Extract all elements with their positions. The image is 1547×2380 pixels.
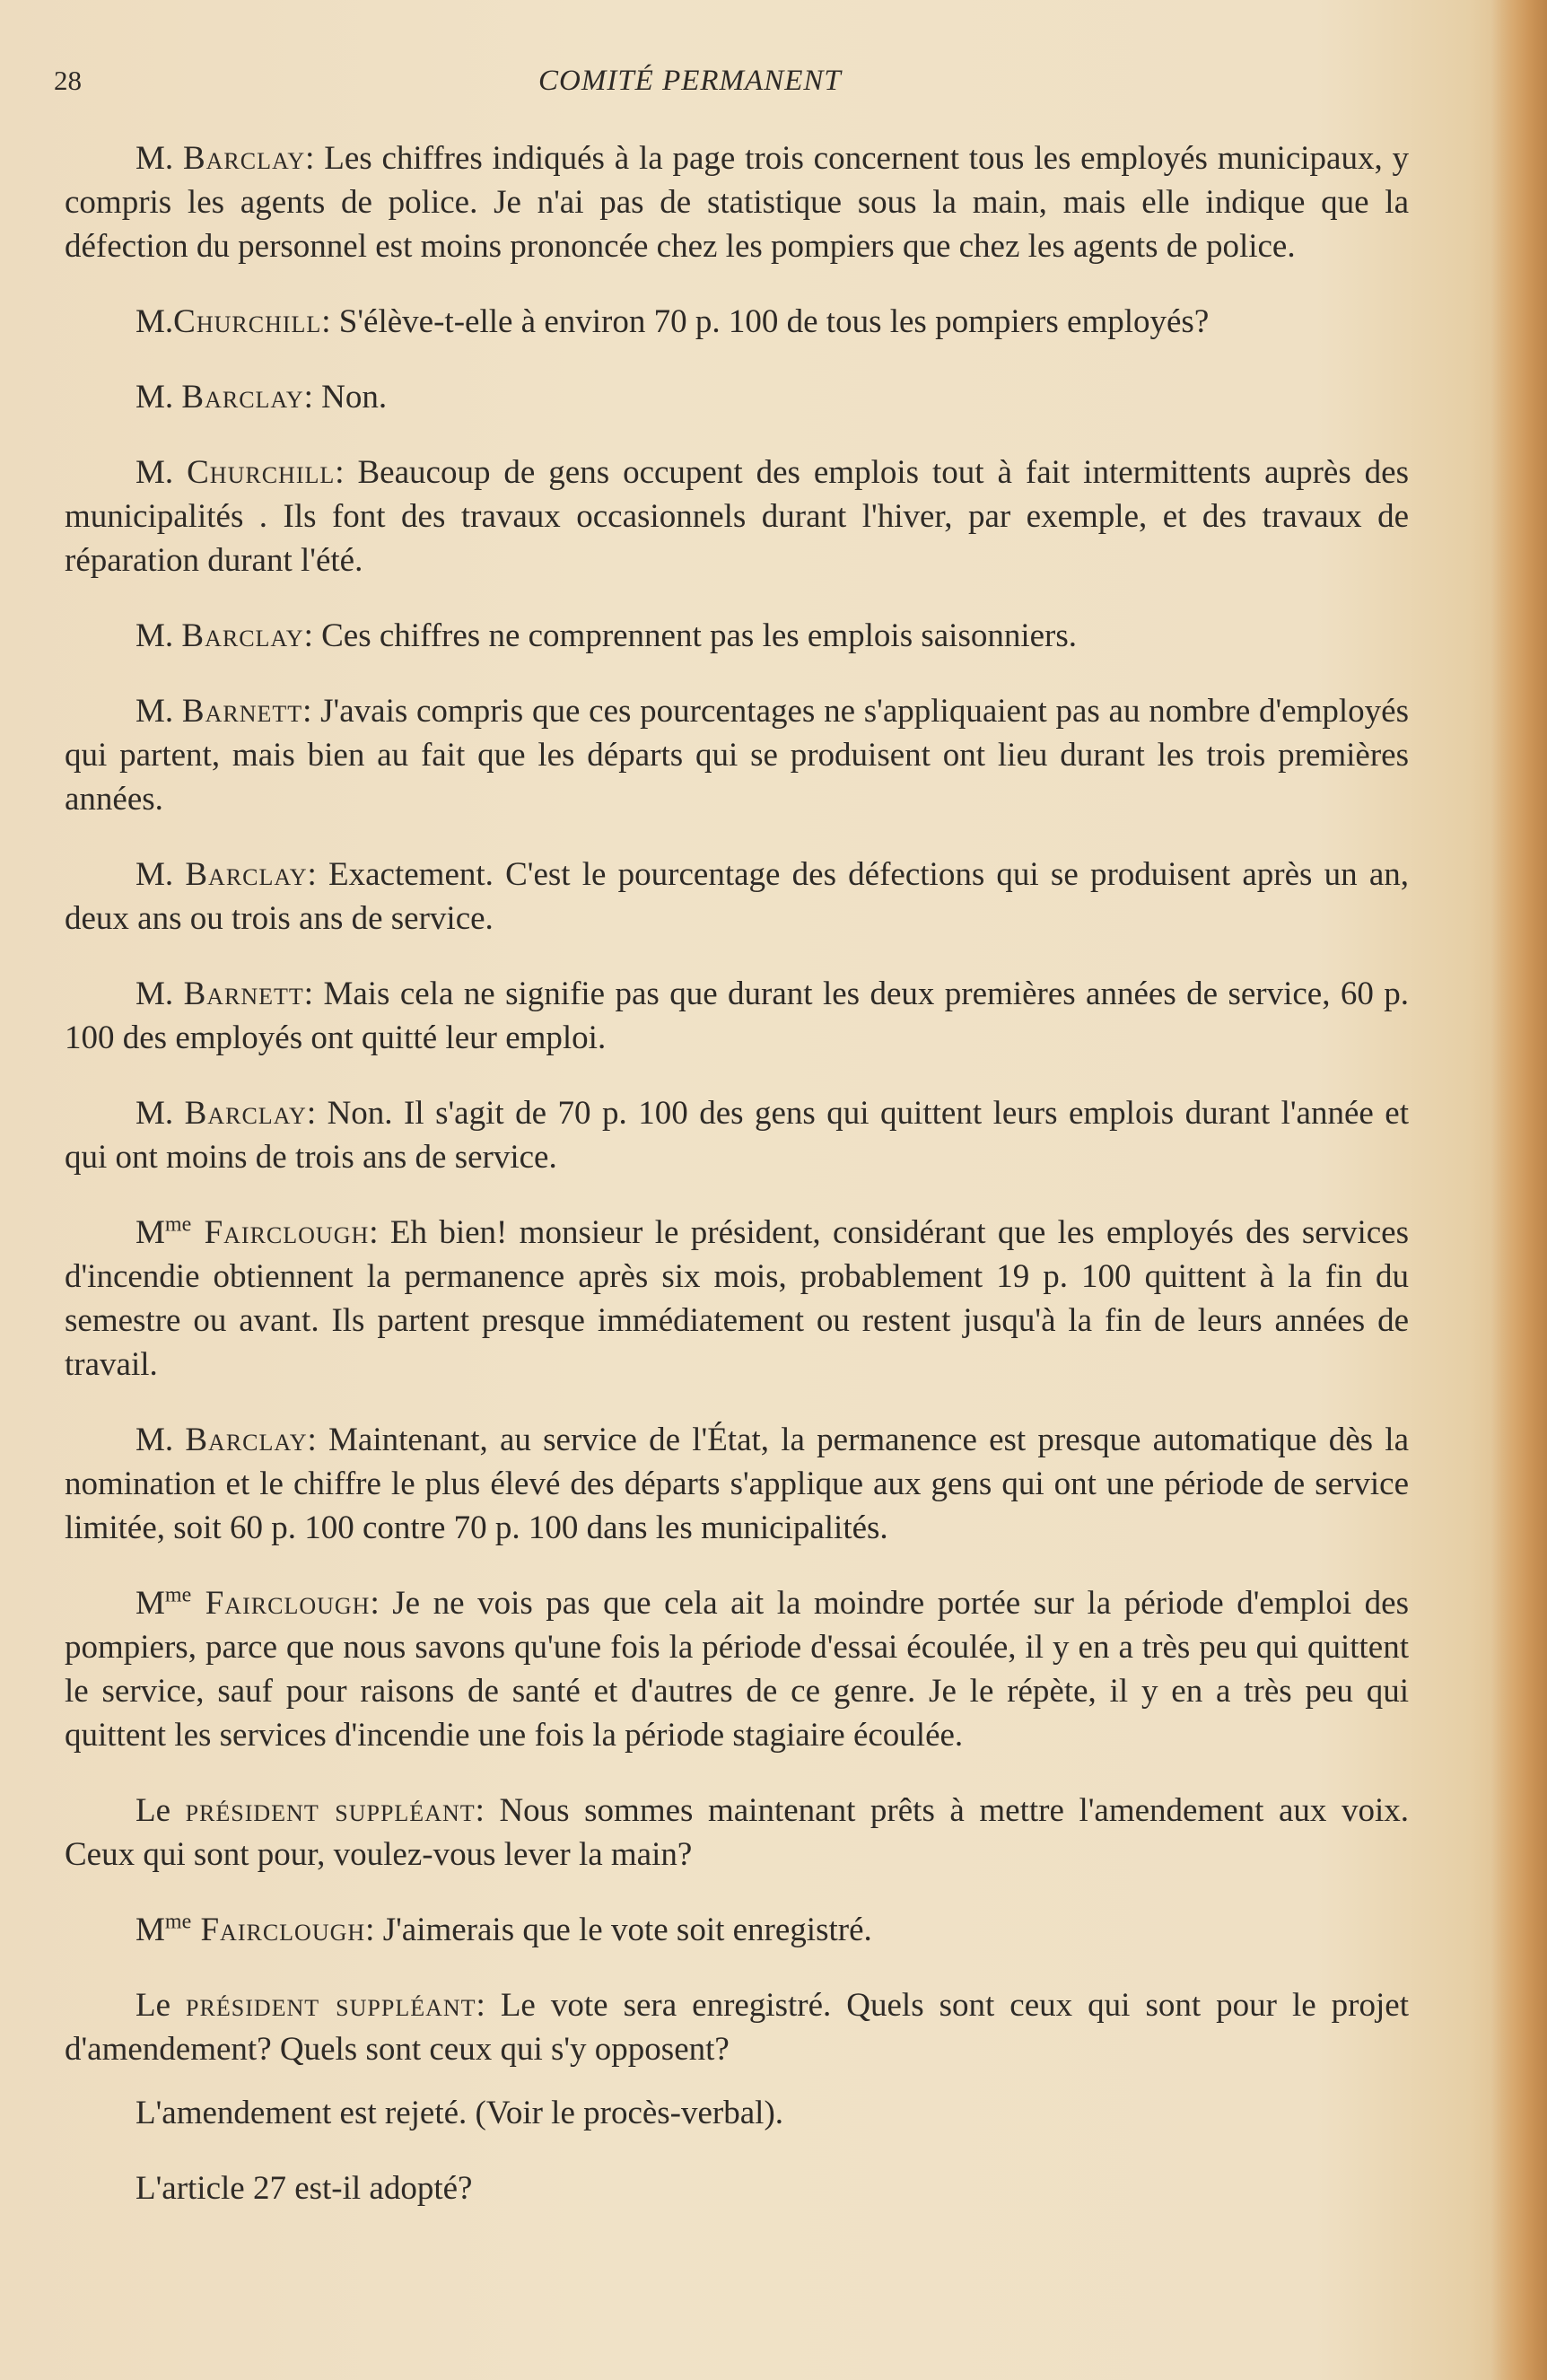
paragraph-7 [65,853,1409,941]
paragraph-14 [65,1908,1409,1952]
speaker-name: président suppléant [185,1792,476,1829]
paragraph-13 [65,1789,1409,1877]
speaker-name: Barclay [184,1095,307,1132]
speaker-title-superscript: me [164,1910,192,1934]
paragraph-16 [65,2091,1409,2135]
paragraph-text: : Le vote sera enregistré. Quels sont ceux qui sont pour le projet d'amendement? Quels sont ceux qui s'y opposent? [65,1987,1409,2068]
paragraph-3 [65,375,1409,419]
running-title: COMITÉ PERMANENT [538,65,842,97]
paragraph-text: : Nous sommes maintenant prêts à mettre l'amendement aux voix. Ceux qui sont pour, voulez-vous lever la main? [65,1792,1409,1873]
speaker-name: Fairclough [191,1912,366,1948]
speaker-name: président suppléant [186,1987,476,2024]
paragraph-6 [65,689,1409,821]
speaker-prefix: M. [135,379,182,416]
speaker-name: Barclay [181,617,304,654]
speaker-prefix: Le [135,1792,186,1829]
paragraph-text: : Exactement. C'est le pourcentage des défections qui se produisent après un an, deux ans ou trois ans de service. [65,856,1409,937]
paragraph-9 [65,1091,1409,1179]
speaker-prefix: M. [135,693,182,730]
paragraph-15 [65,1983,1409,2071]
paragraph-text: : Mais cela ne signifie pas que durant les deux premières années de service, 60 p. 100 des employés ont quitté leur emploi. [65,976,1410,1056]
speaker-name: Barclay [181,379,304,416]
speaker-prefix: M [135,1585,165,1622]
paragraph-text: : Maintenant, au service de l'État, la permanence est presque automatique dès la nomination et le chiffre le plus élevé des départs s'applique aux gens qui ont une période de service limitée, soit 60 p. 100 contre 70 p. 100 dans les municipalités. [65,1422,1409,1546]
paragraph-12 [65,1581,1409,1757]
speaker-prefix: M. [135,856,186,893]
speaker-name: Fairclough [191,1214,370,1251]
paragraph-8 [65,972,1409,1060]
paragraph-text: L'amendement est rejeté. (Voir le procès-verbal). [135,2095,784,2131]
paragraph-text: : J'aimerais que le vote soit enregistré. [365,1912,872,1948]
paragraph-text: : Non. Il s'agit de 70 p. 100 des gens qui quittent leurs emplois durant l'année et qui ont moins de trois ans de service. [65,1095,1410,1176]
paragraph-text: L'article 27 est-il adopté? [135,2170,473,2207]
speaker-name: Fairclough [191,1585,371,1622]
speaker-prefix: M [135,1214,165,1251]
speaker-prefix: M [135,1912,165,1948]
speaker-prefix: M. [135,303,174,340]
speaker-name: Barclay [185,1422,308,1458]
speaker-name: Churchill [173,303,322,340]
paragraph-text: : Ces chiffres ne comprennent pas les emplois saisonniers. [303,617,1078,654]
paragraph-text: : Les chiffres indiqués à la page trois concernent tous les employés municipaux, y compris les agents de police. Je n'ai pas de statistique sous la main, mais elle indique que la défection du personnel est moins prononcée chez les pompiers que chez les agents de police. [65,140,1409,265]
paragraph-text: : Je ne vois pas que cela ait la moindre portée sur la période d'emploi des pompiers, parce que nous savons qu'une fois la période d'essai écoulée, il y en a très peu qui quittent le service, sauf pour raisons de santé et d'autres de ce genre. Je le répète, il y en a très peu qui quittent les services d'incendie une fois la période stagiaire écoulée. [65,1585,1409,1754]
speaker-prefix: Le [135,1987,187,2024]
speaker-name: Barclay [185,856,308,893]
paragraph-10 [65,1211,1409,1387]
page-number: 28 [54,65,82,96]
speaker-title-superscript: me [164,1212,192,1237]
paragraph-11 [65,1418,1409,1550]
paragraph-text: : Non. [303,379,388,416]
speaker-prefix: M. [135,1095,185,1132]
paragraph-1 [65,136,1409,268]
paragraph-5 [65,614,1409,658]
speaker-prefix: M. [135,617,182,654]
speaker-prefix: M. [135,976,184,1012]
page-header [54,65,1400,109]
speaker-prefix: M. [135,140,183,177]
paragraph-4 [65,451,1409,582]
transcript-body [65,136,1409,2242]
paragraph-2 [65,300,1409,344]
speaker-name: Churchill [187,454,336,491]
page-edge-stain [1491,0,1547,2380]
paragraph-text: : Eh bien! monsieur le président, considérant que les employés des services d'incendie obtiennent la permanence après six mois, probablement 19 p. 100 quittent à la fin du semestre ou avant. Ils partent presque immédiatement ou restent jusqu'à la fin de leurs années de travail. [65,1214,1410,1383]
speaker-prefix: M. [135,454,188,491]
speaker-name: Barnett [181,693,303,730]
paragraph-17 [65,2166,1409,2210]
paragraph-text: : Beaucoup de gens occupent des emplois tout à fait intermittents auprès des municipalités . Ils font des travaux occasionnels durant l'hiver, par exemple, et des travaux de réparation durant l'été. [65,454,1409,579]
paragraph-text: : S'élève-t-elle à environ 70 p. 100 de tous les pompiers employés? [321,303,1210,340]
speaker-prefix: M. [135,1422,186,1458]
paragraph-text: : J'avais compris que ces pourcentages ne s'appliquaient pas au nombre d'employés qui partent, mais bien au fait que les départs qui se produisent ont lieu durant les trois premières années. [65,693,1409,818]
speaker-name: Barnett [183,976,304,1012]
speaker-name: Barclay [182,140,306,177]
speaker-title-superscript: me [164,1583,192,1607]
